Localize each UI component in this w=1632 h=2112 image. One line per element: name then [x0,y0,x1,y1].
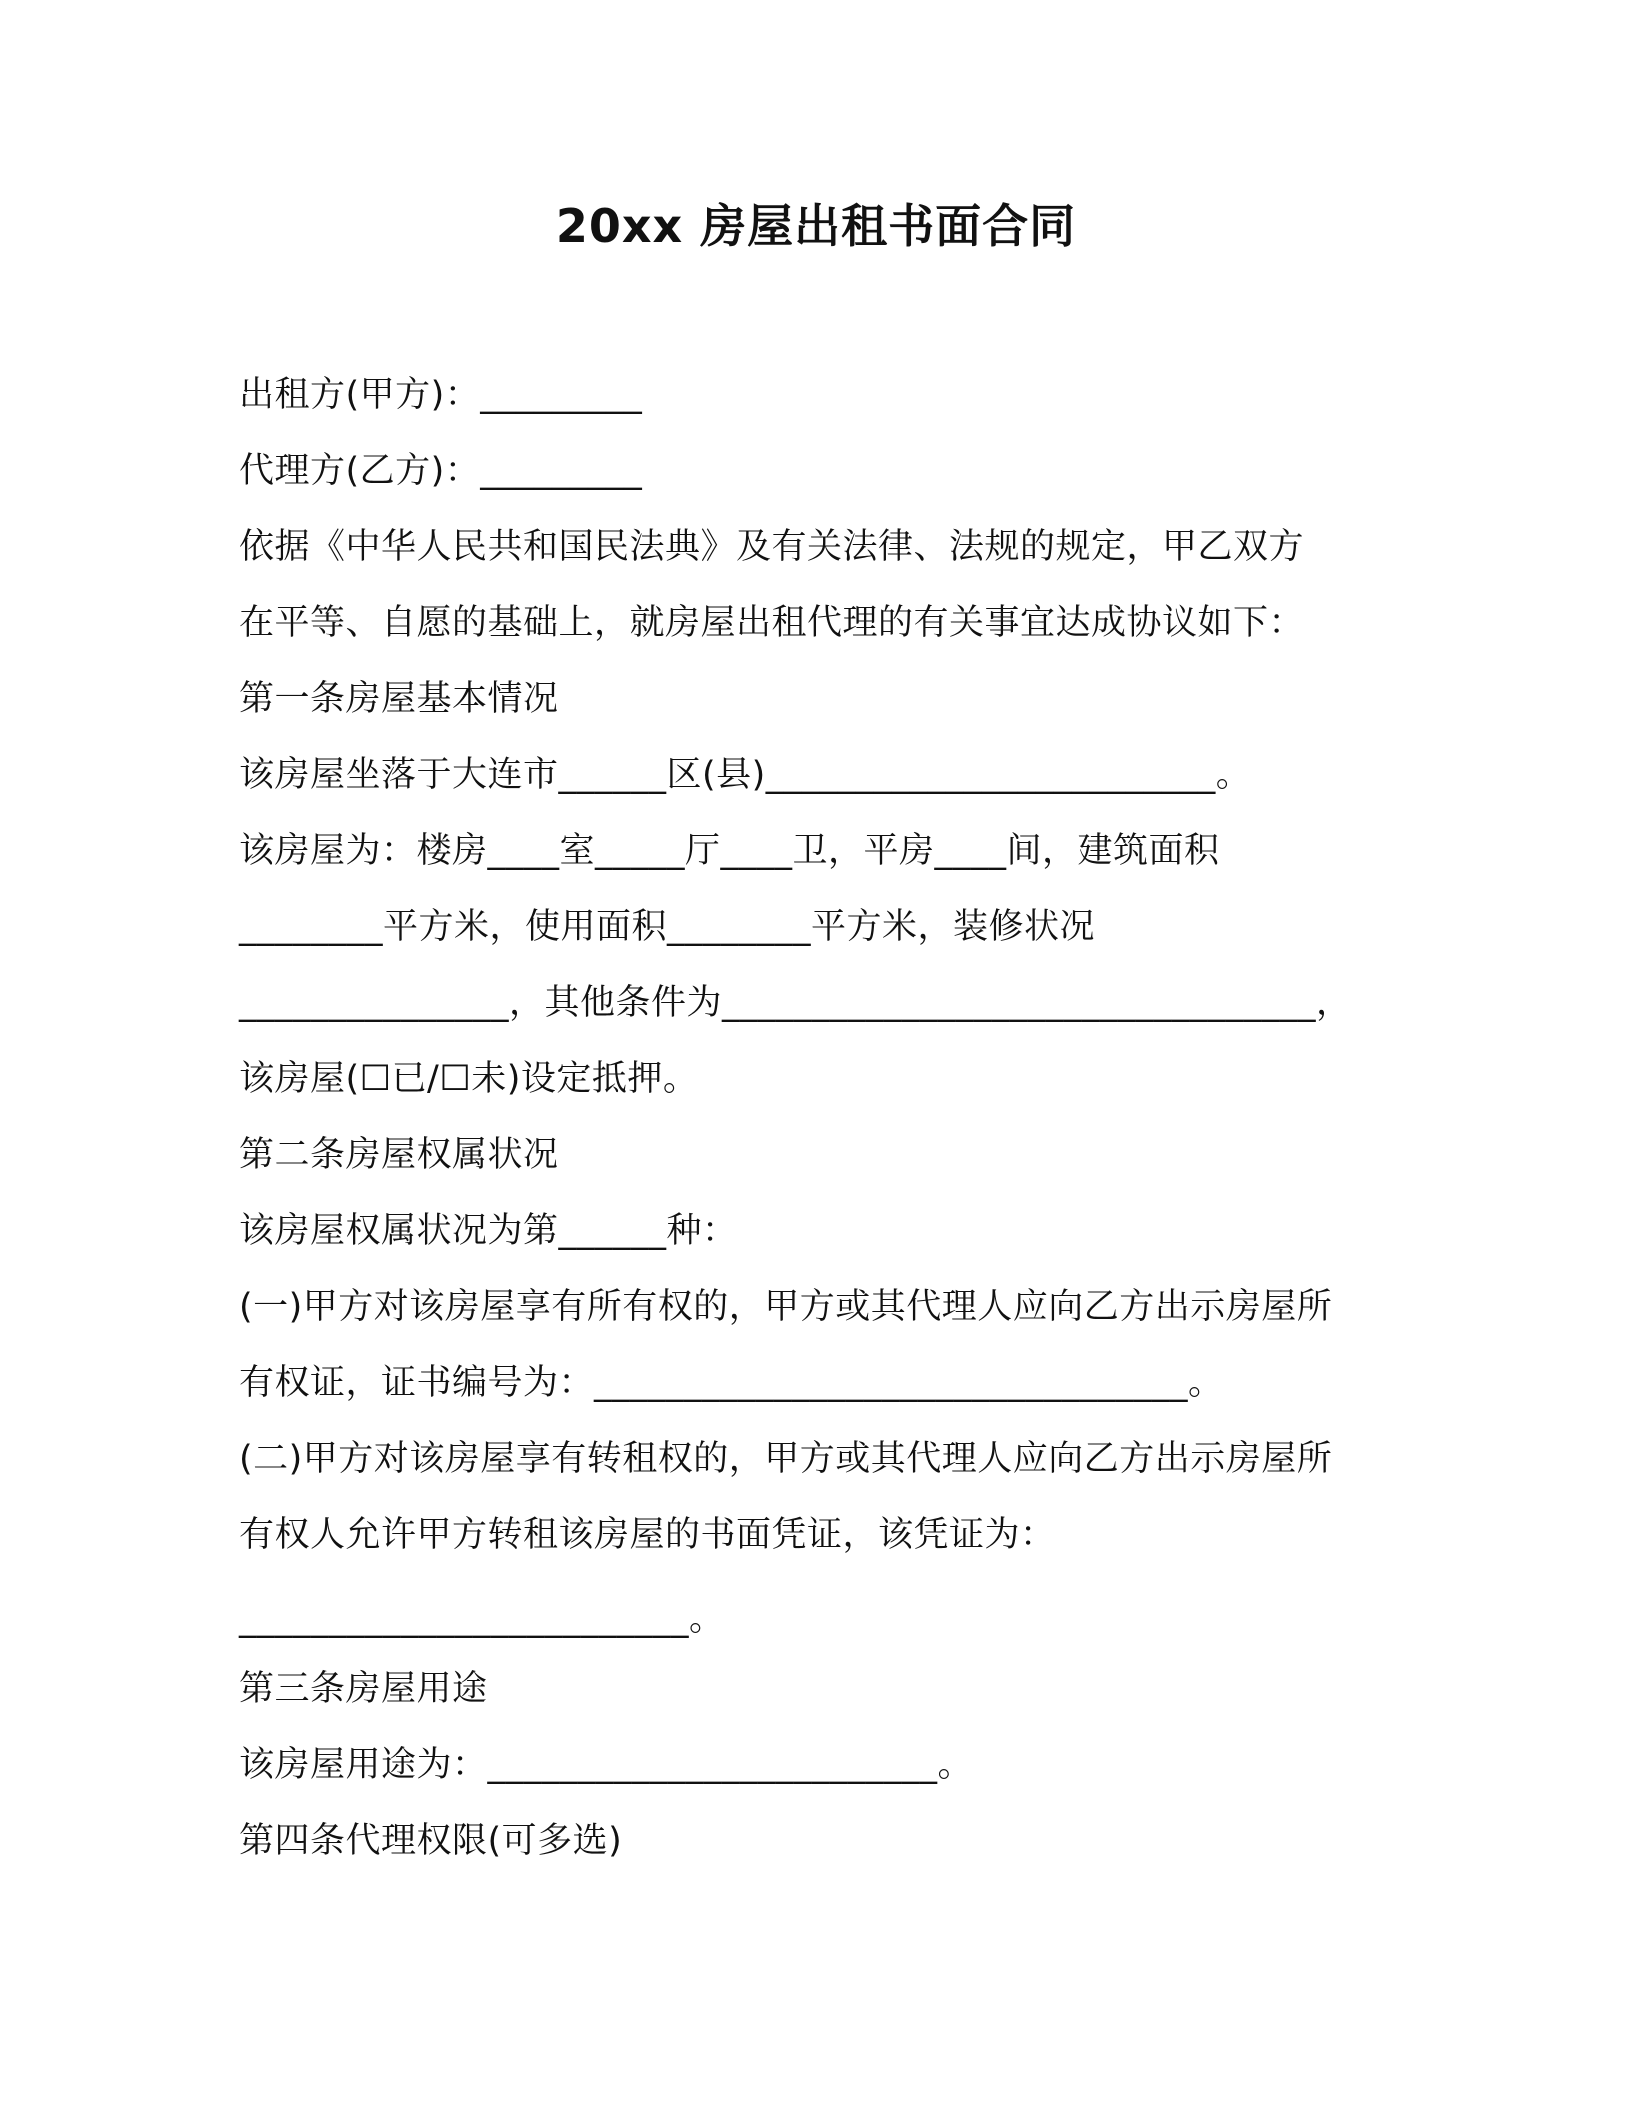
article-2-option-2-line-2: 有权人允许甲方转租该房屋的书面凭证，该凭证为： [239,1515,1056,1555]
article-2-option-2-line-3: _________________________。 [239,1599,725,1639]
document-title: 20xx 房屋出租书面合同 [555,199,1077,253]
article-2-option-1-line-1: (一)甲方对该房屋享有所有权的，甲方或其代理人应向乙方出示房屋所 [239,1287,1333,1327]
article-4-heading: 第四条代理权限(可多选) [239,1821,623,1861]
article-3-usage-line: 该房屋用途为：_________________________。 [239,1745,974,1785]
preamble-line-1: 依据《中华人民共和国民法典》及有关法律、法规的规定，甲乙双方 [239,527,1305,567]
article-2-heading: 第二条房屋权属状况 [239,1135,559,1175]
agent-party-line: 代理方(乙方)：_________ [239,451,643,491]
article-2-status-line: 该房屋权属状况为第______种： [239,1211,738,1251]
lessor-party-line: 出租方(甲方)：_________ [239,375,643,415]
article-1-area-line: ________平方米，使用面积________平方米，装修状况 [239,907,1096,947]
preamble-line-2: 在平等、自愿的基础上，就房屋出租代理的有关事宜达成协议如下： [239,603,1305,643]
article-2-option-1-line-2: 有权证，证书编号为：_________________________________。 [239,1363,1224,1403]
article-1-heading: 第一条房屋基本情况 [239,679,559,719]
article-1-mortgage-line: 该房屋(☐已/☐未)设定抵押。 [239,1059,699,1099]
article-1-conditions-line: _______________，其他条件为_________________________________， [239,983,1352,1023]
article-3-heading: 第三条房屋用途 [239,1669,488,1709]
article-2-option-2-line-1: (二)甲方对该房屋享有转租权的，甲方或其代理人应向乙方出示房屋所 [239,1439,1333,1479]
article-1-layout-line: 该房屋为：楼房____室_____厅____卫，平房____间，建筑面积 [239,831,1220,871]
article-1-location-line: 该房屋坐落于大连市______区(县)_________________________。 [239,755,1252,795]
